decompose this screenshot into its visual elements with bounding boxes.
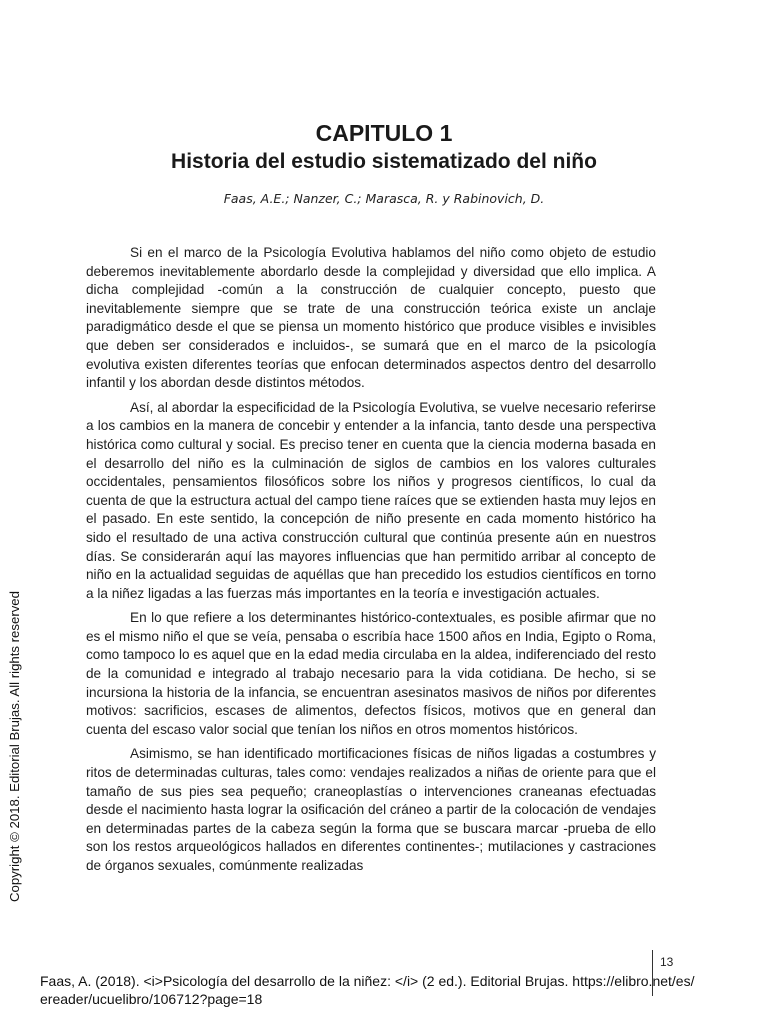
chapter-title: Historia del estudio sistematizado del niño	[171, 150, 597, 173]
chapter-heading	[0, 118, 768, 176]
paragraph-2: Así, al abordar la especificidad de la Psicología Evolutiva, se vuelve necesario referirse a los cambios en la manera de concebir y entender a la infancia, tanto desde una perspectiva histórica como cultural y social. Es preciso tener en cuenta que la ciencia moderna basada en el desarrollo del niño es la culminación de siglos de cambios en los valores culturales occidentales, pensamientos filosóficos sobre los niños y progresos científicos, lo cual da cuenta de que la estructura actual del campo tiene raíces que se extienden hasta muy lejos en el pasado. En este sentido, la concepción de niño presente en cada momento histórico ha sido el resultado de una activa construcción cultural que continúa presente aún en nuestros días. Se considerarán aquí las mayores influencias que han permitido arribar al concepto de niño en la actualidad seguidas de aquéllas que han precedido los estudios científicos en torno a la niñez ligadas a las fuerzas más importantes en la teoría e investigación actuales.	[86, 399, 656, 601]
paragraph-1: Si en el marco de la Psicología Evolutiva hablamos del niño como objeto de estudio deberemos inevitablemente abordarlo desde la complejidad y diversidad que ello implica. A dicha complejidad -común a la construcción de cualquier concepto, puesto que inevitablemente siempre que se trate de una construcción teórica existe un anclaje paradigmático desde el que se piensa un momento histórico que produce visibles e invisibles que deben ser considerados e incluidos-, se sumará que en el marco de la psicología evolutiva existen diferentes teorías que enfocan determinados aspectos dentro del desarrollo infantil y los abordan desde distintos métodos.	[86, 245, 656, 391]
chapter-authors: Faas, A.E.; Nanzer, C.; Marasca, R. y Rabinovich, D.	[223, 191, 545, 206]
chapter-body	[86, 244, 656, 882]
copyright-notice: Copyright © 2018. Editorial Brujas. All rights reserved	[7, 591, 22, 902]
page-number: 13	[660, 955, 674, 969]
citation-footer[interactable]: Faas, A. (2018). <i>Psicología del desarrollo de la niñez: </i> (2 ed.). Editorial Brujas. https://elibro.net/es/ereader/ucuelibro/106712?page=18	[40, 973, 695, 1007]
paragraph-3: En lo que refiere a los determinantes histórico-contextuales, es posible afirmar que no es el mismo niño el que se veía, pensaba o escribía hace 1500 años en India, Egipto o Roma, como tampoco lo es aquel que en la edad media circulaba en la aldea, indiferenciado del resto de la comunidad e integrado al trabajo necesario para la vida cotidiana. De hecho, si se incursiona la historia de la infancia, se encuentran asesinatos masivos de niños por diferentes motivos: sacrificios, escases de alimentos, defectos físicos, motivos que en general dan cuenta del escaso valor social que tenían los niños en otros momentos históricos.	[86, 610, 656, 737]
paragraph-4: Asimismo, se han identificado mortificaciones físicas de niños ligadas a costumbres y ritos de determinadas culturas, tales como: vendajes realizados a niñas de oriente para que el tamaño de sus pies sea pequeño; craneoplastías o intervenciones craneanas efectuadas desde el nacimiento hasta lograr la osificación del cráneo a partir de la colocación de vendajes en determinadas partes de la cabeza según la forma que se buscara marcar -prueba de ello son los restos arqueológicos hallados en diferentes continentes-; mutilaciones y castraciones de órganos sexuales, comúnmente realizadas	[86, 746, 656, 873]
chapter-number: CAPITULO 1	[315, 120, 453, 146]
